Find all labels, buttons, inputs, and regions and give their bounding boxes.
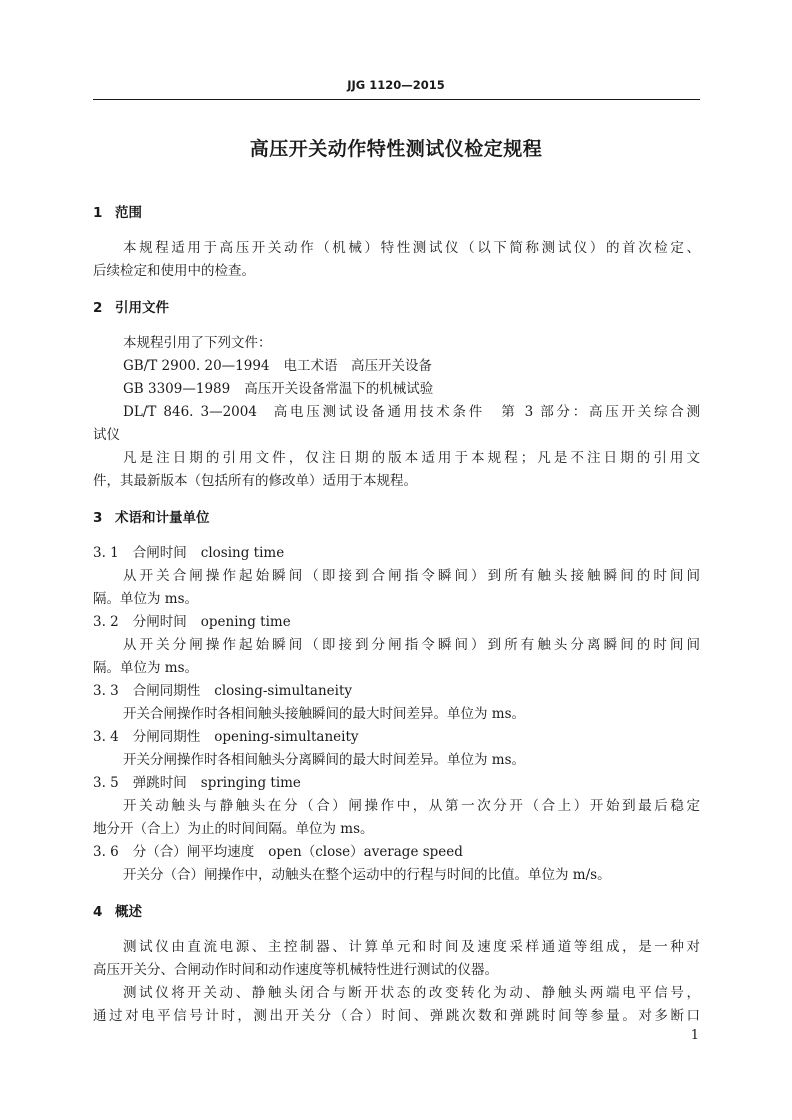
term-heading <box>93 840 463 860</box>
overview-text-line: 测试仪由直流电源、主控制器、计算单元和时间及速度采样通道等组成，是一种对 <box>123 939 700 955</box>
page-title: 高压开关动作特性测试仪检定规程 <box>249 138 543 160</box>
term-zh: 分闸同期性 <box>132 729 201 745</box>
reference-item <box>123 400 700 420</box>
section-heading <box>93 506 210 526</box>
term-number: 3. 6 <box>93 844 119 860</box>
reference-title: 高电压测试设备通用技术条件 第 3 部分：高压开关综合测 <box>270 404 701 420</box>
term-number: 3. 1 <box>93 545 119 561</box>
reference-code: DL/T 846. 3—2004 <box>123 404 257 420</box>
term-zh: 分闸时间 <box>132 614 187 630</box>
section-title: 范围 <box>115 205 142 221</box>
term-definition-line: 隔。单位为 ms。 <box>93 660 199 676</box>
term-en: opening-simultaneity <box>214 729 359 745</box>
section-number: 1 <box>93 205 103 221</box>
reference-code: GB/T 2900. 20—1994 <box>123 358 270 374</box>
section-heading <box>93 201 142 221</box>
term-definition-line: 从开关合闸操作起始瞬间（即接到合闸指令瞬间）到所有触头接触瞬间的时间间 <box>123 568 700 584</box>
section-title: 概述 <box>115 904 142 920</box>
term-definition-line: 开关分闸操作时各相间触头分离瞬间的最大时间差异。单位为 ms。 <box>123 752 526 768</box>
reference-item <box>123 354 432 374</box>
overview-text-line: 高压开关分、合闸动作时间和动作速度等机械特性进行测试的仪器。 <box>93 962 498 978</box>
reference-item <box>123 377 433 397</box>
term-zh: 合闸时间 <box>132 545 187 561</box>
term-number: 3. 3 <box>93 683 119 699</box>
reference-title: 高压开关设备常温下的机械试验 <box>244 381 434 397</box>
term-zh: 分（合）闸平均速度 <box>132 844 255 860</box>
term-number: 3. 5 <box>93 775 119 791</box>
references-note-line: 凡是注日期的引用文件，仅注日期的版本适用于本规程；凡是不注日期的引用文 <box>123 450 700 466</box>
term-en: closing time <box>200 545 285 561</box>
term-en: opening time <box>200 614 291 630</box>
term-heading <box>93 771 301 791</box>
term-heading <box>93 725 359 745</box>
scope-text-line: 本规程适用于高压开关动作（机械）特性测试仪（以下简称测试仪）的首次检定、 <box>123 240 700 256</box>
section-number: 3 <box>93 510 103 526</box>
reference-code: GB 3309—1989 <box>123 381 231 397</box>
section-heading <box>93 296 169 316</box>
section-title: 引用文件 <box>115 300 169 316</box>
term-definition-line: 从开关分闸操作起始瞬间（即接到分闸指令瞬间）到所有触头分离瞬间的时间间 <box>123 637 700 653</box>
term-zh: 合闸同期性 <box>132 683 201 699</box>
term-heading <box>93 679 352 699</box>
references-note-line: 件，其最新版本（包括所有的修改单）适用于本规程。 <box>93 473 417 489</box>
overview-text-line: 通过对电平信号计时，测出开关分（合）时间、弹跳次数和弹跳时间等参量。对多断口 <box>93 1008 700 1024</box>
reference-title: 电工术语 高压开关设备 <box>283 358 433 374</box>
section-number: 4 <box>93 904 103 920</box>
term-zh: 弹跳时间 <box>132 775 187 791</box>
term-en: springing time <box>200 775 301 791</box>
reference-item-continued: 试仪 <box>93 427 120 443</box>
section-title: 术语和计量单位 <box>115 510 210 526</box>
header-code: JJG 1120—2015 <box>347 78 445 92</box>
section-number: 2 <box>93 300 103 316</box>
overview-text-line: 测试仪将开关动、静触头闭合与断开状态的改变转化为动、静触头两端电平信号， <box>123 985 700 1001</box>
page-number: 1 <box>690 1028 699 1043</box>
term-number: 3. 2 <box>93 614 119 630</box>
scope-text-line: 后续检定和使用中的检查。 <box>93 263 255 279</box>
term-heading <box>93 610 291 630</box>
section-heading <box>93 900 142 920</box>
term-definition-line: 地分开（合上）为止的时间间隔。单位为 ms。 <box>93 821 374 837</box>
term-definition-line: 开关分（合）闸操作中，动触头在整个运动中的行程与时间的比值。单位为 m/s。 <box>123 867 611 883</box>
term-definition-line: 开关合闸操作时各相间触头接触瞬间的最大时间差异。单位为 ms。 <box>123 706 526 722</box>
header-rule <box>93 99 700 100</box>
term-definition-line: 开关动触头与静触头在分（合）闸操作中，从第一次分开（合上）开始到最后稳定 <box>123 798 700 814</box>
term-definition-line: 隔。单位为 ms。 <box>93 591 199 607</box>
references-intro: 本规程引用了下列文件： <box>123 335 272 351</box>
term-en: open（close）average speed <box>268 844 463 860</box>
term-heading <box>93 541 284 561</box>
term-en: closing-simultaneity <box>214 683 353 699</box>
term-number: 3. 4 <box>93 729 119 745</box>
